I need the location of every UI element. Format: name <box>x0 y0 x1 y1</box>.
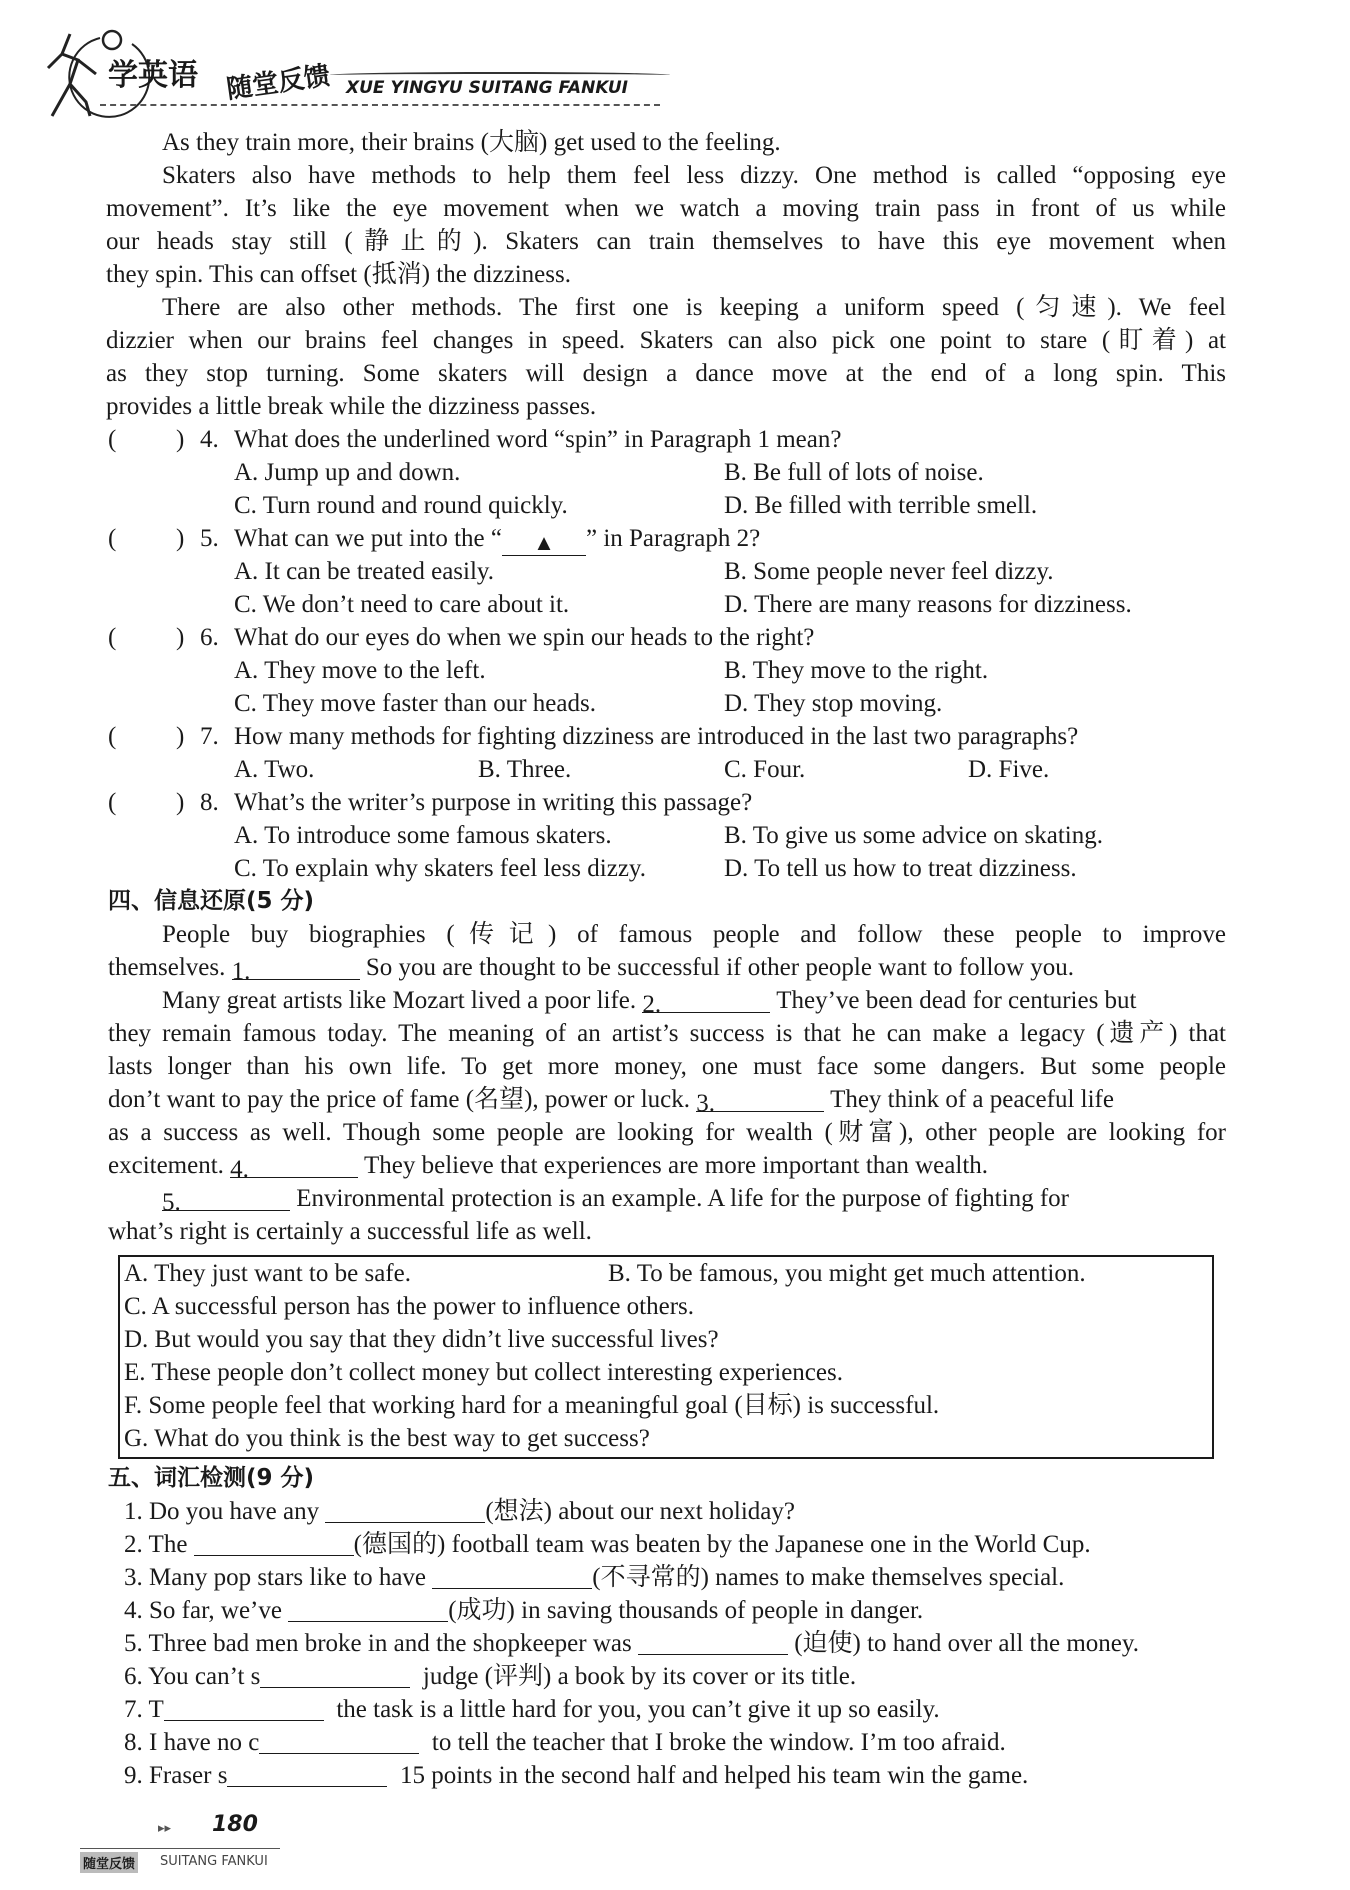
vocab-blank[interactable] <box>288 1597 448 1622</box>
footer-rule <box>80 1848 280 1849</box>
blank-2[interactable] <box>642 988 770 1018</box>
passage-line: they spin. This can offset (抵消) the dizziness. <box>106 261 571 288</box>
box-option-b: B. To be famous, you might get much attention. <box>608 1260 1086 1287</box>
blank-number: 5. <box>162 1189 181 1216</box>
vocab-blank[interactable] <box>259 1729 419 1754</box>
vocab-blank[interactable] <box>325 1498 485 1523</box>
question-number: 6. <box>200 624 219 651</box>
question-stem-b: ” in Paragraph 2? <box>585 525 761 552</box>
vocab-blank[interactable] <box>260 1663 410 1688</box>
triangle-blank <box>502 531 586 556</box>
question-number: 8. <box>200 789 219 816</box>
page-number: 180 <box>212 1812 258 1837</box>
vocab-item <box>124 1495 795 1528</box>
answer-paren-open[interactable]: ( <box>108 525 117 552</box>
passage-line: People buy biographies (传记) of famous people and follow these people to improve <box>162 921 1226 948</box>
vocab-item <box>124 1660 856 1693</box>
question-number: 7. <box>200 723 219 750</box>
box-option-g: G. What do you think is the best way to get success? <box>124 1425 650 1452</box>
text: Many great artists like Mozart lived a poor life. <box>162 987 637 1014</box>
option-c[interactable]: C. Turn round and round quickly. <box>234 492 568 519</box>
option-c[interactable]: C. To explain why skaters feel less dizzy. <box>234 855 647 882</box>
option-c[interactable]: C. We don’t need to care about it. <box>234 591 570 618</box>
answer-paren-close: ) <box>176 789 185 816</box>
passage-line: our heads stay still (静止的). Skaters can train themselves to have this eye movement when <box>106 228 1226 255</box>
question-number: 4. <box>200 426 219 453</box>
option-a[interactable]: A. Two. <box>234 756 315 783</box>
answer-paren-open[interactable]: ( <box>108 624 117 651</box>
option-d[interactable]: D. They stop moving. <box>724 690 943 717</box>
option-d[interactable]: D. Be filled with terrible smell. <box>724 492 1038 519</box>
box-option-e: E. These people don’t collect money but collect interesting experiences. <box>124 1359 843 1386</box>
section-5-title: 五、词汇检测(9 分) <box>108 1465 315 1491</box>
item-hint: judge (评判) a book by its cover or its title. <box>422 1663 857 1690</box>
passage-line: movement”. It’s like the eye movement when we watch a moving train pass in front of us while <box>106 195 1226 222</box>
question-number: 5. <box>200 525 219 552</box>
box-option-c: C. A successful person has the power to influence others. <box>124 1293 695 1320</box>
answer-paren-open[interactable]: ( <box>108 723 117 750</box>
footer-arrows-icon: ▸▸ <box>158 1820 172 1835</box>
passage-line: There are also other methods. The first one is keeping a uniform speed (匀速). We feel <box>162 294 1226 321</box>
option-d[interactable]: D. Five. <box>968 756 1050 783</box>
item-hint: (不寻常的) names to make themselves special. <box>592 1564 1065 1591</box>
question-stem: What do our eyes do when we spin our heads to the right? <box>234 624 815 651</box>
option-a[interactable]: A. They move to the left. <box>234 657 486 684</box>
triangle-icon: ▲ <box>533 530 555 555</box>
passage-line: dizzier when our brains feel changes in speed. Skaters can also pick one point to stare (盯着) at <box>106 327 1226 354</box>
passage-line: lasts longer than his own life. To get more money, one must face some dangers. But some people <box>108 1053 1226 1080</box>
vocab-blank[interactable] <box>432 1564 592 1589</box>
passage-line: as they stop turning. Some skaters will design a dance move at the end of a long spin. This <box>106 360 1226 387</box>
answer-paren-open[interactable]: ( <box>108 789 117 816</box>
vocab-blank[interactable] <box>638 1630 788 1655</box>
text: Environmental protection is an example. A life for the purpose of fighting for <box>296 1185 1069 1212</box>
passage-line: as a success as well. Though some people are looking for wealth (财富), other people are looking for <box>108 1119 1226 1146</box>
vocab-item <box>124 1726 1006 1759</box>
answer-paren-close: ) <box>176 723 185 750</box>
text: They believe that experiences are more important than wealth. <box>363 1152 989 1179</box>
option-b[interactable]: B. Some people never feel dizzy. <box>724 558 1054 585</box>
option-b[interactable]: B. Be full of lots of noise. <box>724 459 984 486</box>
answer-paren-close: ) <box>176 624 185 651</box>
item-text: 7. T <box>124 1696 164 1723</box>
vocab-blank[interactable] <box>164 1696 324 1721</box>
header-swoosh <box>330 72 670 78</box>
blank-4[interactable] <box>230 1153 358 1183</box>
vocab-blank[interactable] <box>227 1762 387 1787</box>
question-stem: How many methods for fighting dizziness are introduced in the last two paragraphs? <box>234 723 1079 750</box>
header-logo-text: 学英语 <box>108 58 198 93</box>
answer-paren-close: ) <box>176 525 185 552</box>
text: So you are thought to be successful if other people want to follow you. <box>365 954 1075 981</box>
option-d[interactable]: D. There are many reasons for dizziness. <box>724 591 1132 618</box>
answer-paren-close: ) <box>176 426 185 453</box>
box-option-a: A. They just want to be safe. <box>124 1260 411 1287</box>
answer-paren-open[interactable]: ( <box>108 426 117 453</box>
blank-3[interactable] <box>696 1087 824 1117</box>
passage-line: they remain famous today. The meaning of an artist’s success is that he can make a legacy (遗产) that <box>108 1020 1226 1047</box>
vocab-item <box>124 1561 1064 1594</box>
item-hint: 15 points in the second half and helped his team win the game. <box>399 1762 1029 1789</box>
vocab-item <box>124 1693 940 1726</box>
item-text: 5. Three bad men broke in and the shopkeeper was <box>124 1630 632 1657</box>
header-logo-script: 随堂反馈 <box>224 60 332 106</box>
item-text: 4. So far, we’ve <box>124 1597 282 1624</box>
box-option-d: D. But would you say that they didn’t live successful lives? <box>124 1326 719 1353</box>
blank-1[interactable] <box>231 955 360 985</box>
item-text: 2. The <box>124 1531 188 1558</box>
option-a[interactable]: A. Jump up and down. <box>234 459 461 486</box>
option-b[interactable]: B. To give us some advice on skating. <box>724 822 1103 849</box>
box-option-f: F. Some people feel that working hard for a meaningful goal (目标) is successful. <box>124 1392 940 1419</box>
footer-brand-en: SUITANG FANKUI <box>160 1854 268 1869</box>
question-stem-a: What can we put into the “ <box>234 525 502 552</box>
item-hint: the task is a little hard for you, you can’t give it up so easily. <box>336 1696 940 1723</box>
vocab-item <box>124 1528 1091 1561</box>
page-footer <box>80 1810 400 1880</box>
item-text: 3. Many pop stars like to have <box>124 1564 427 1591</box>
text: They think of a peaceful life <box>830 1086 1114 1113</box>
vocab-blank[interactable] <box>194 1531 354 1556</box>
passage-line: what’s right is certainly a successful life as well. <box>108 1218 592 1245</box>
blank-number: 2. <box>642 991 662 1018</box>
option-b[interactable]: B. Three. <box>478 756 572 783</box>
item-hint: (想法) about our next holiday? <box>485 1498 795 1525</box>
option-b[interactable]: B. They move to the right. <box>724 657 989 684</box>
item-hint: (德国的) football team was beaten by the Japanese one in the World Cup. <box>353 1531 1091 1558</box>
question-stem: What’s the writer’s purpose in writing this passage? <box>234 789 753 816</box>
header-subtitle: XUE YINGYU SUITANG FANKUI <box>346 78 629 98</box>
options-box <box>118 1255 1214 1459</box>
passage-line: Skaters also have methods to help them feel less dizzy. One method is called “opposing eye <box>162 162 1226 189</box>
item-hint: (迫使) to hand over all the money. <box>794 1630 1140 1657</box>
vocab-item <box>124 1594 923 1627</box>
item-text: 9. Fraser s <box>124 1762 228 1789</box>
blank-number: 3. <box>696 1090 715 1117</box>
blank-number: 1. <box>231 958 251 985</box>
page-header <box>40 20 660 120</box>
item-text: 6. You can’t s <box>124 1663 261 1690</box>
passage-line: provides a little break while the dizziness passes. <box>106 393 597 420</box>
blank-5[interactable] <box>162 1186 290 1216</box>
option-a[interactable]: A. To introduce some famous skaters. <box>234 822 612 849</box>
option-c[interactable]: C. Four. <box>724 756 806 783</box>
question-stem: What does the underlined word “spin” in Paragraph 1 mean? <box>234 426 842 453</box>
vocab-item <box>124 1627 1139 1660</box>
text: don’t want to pay the price of fame (名望), power or luck. <box>108 1086 690 1113</box>
option-a[interactable]: A. It can be treated easily. <box>234 558 495 585</box>
item-hint: (成功) in saving thousands of people in danger. <box>448 1597 924 1624</box>
text: themselves. <box>108 954 226 981</box>
vocab-item <box>124 1759 1028 1792</box>
text: They’ve been dead for centuries but <box>776 987 1137 1014</box>
item-hint: to tell the teacher that I broke the window. I’m too afraid. <box>431 1729 1006 1756</box>
option-c[interactable]: C. They move faster than our heads. <box>234 690 596 717</box>
text: excitement. <box>108 1152 224 1179</box>
footer-brand-cn: 随堂反馈 <box>80 1852 138 1873</box>
option-d[interactable]: D. To tell us how to treat dizziness. <box>724 855 1077 882</box>
blank-number: 4. <box>230 1156 249 1183</box>
item-text: 1. Do you have any <box>124 1498 320 1525</box>
header-dashed-rule <box>100 104 660 106</box>
item-text: 8. I have no c <box>124 1729 260 1756</box>
section-4-title: 四、信息还原(5 分) <box>108 888 315 914</box>
passage-line: As they train more, their brains (大脑) get used to the feeling. <box>162 129 781 156</box>
